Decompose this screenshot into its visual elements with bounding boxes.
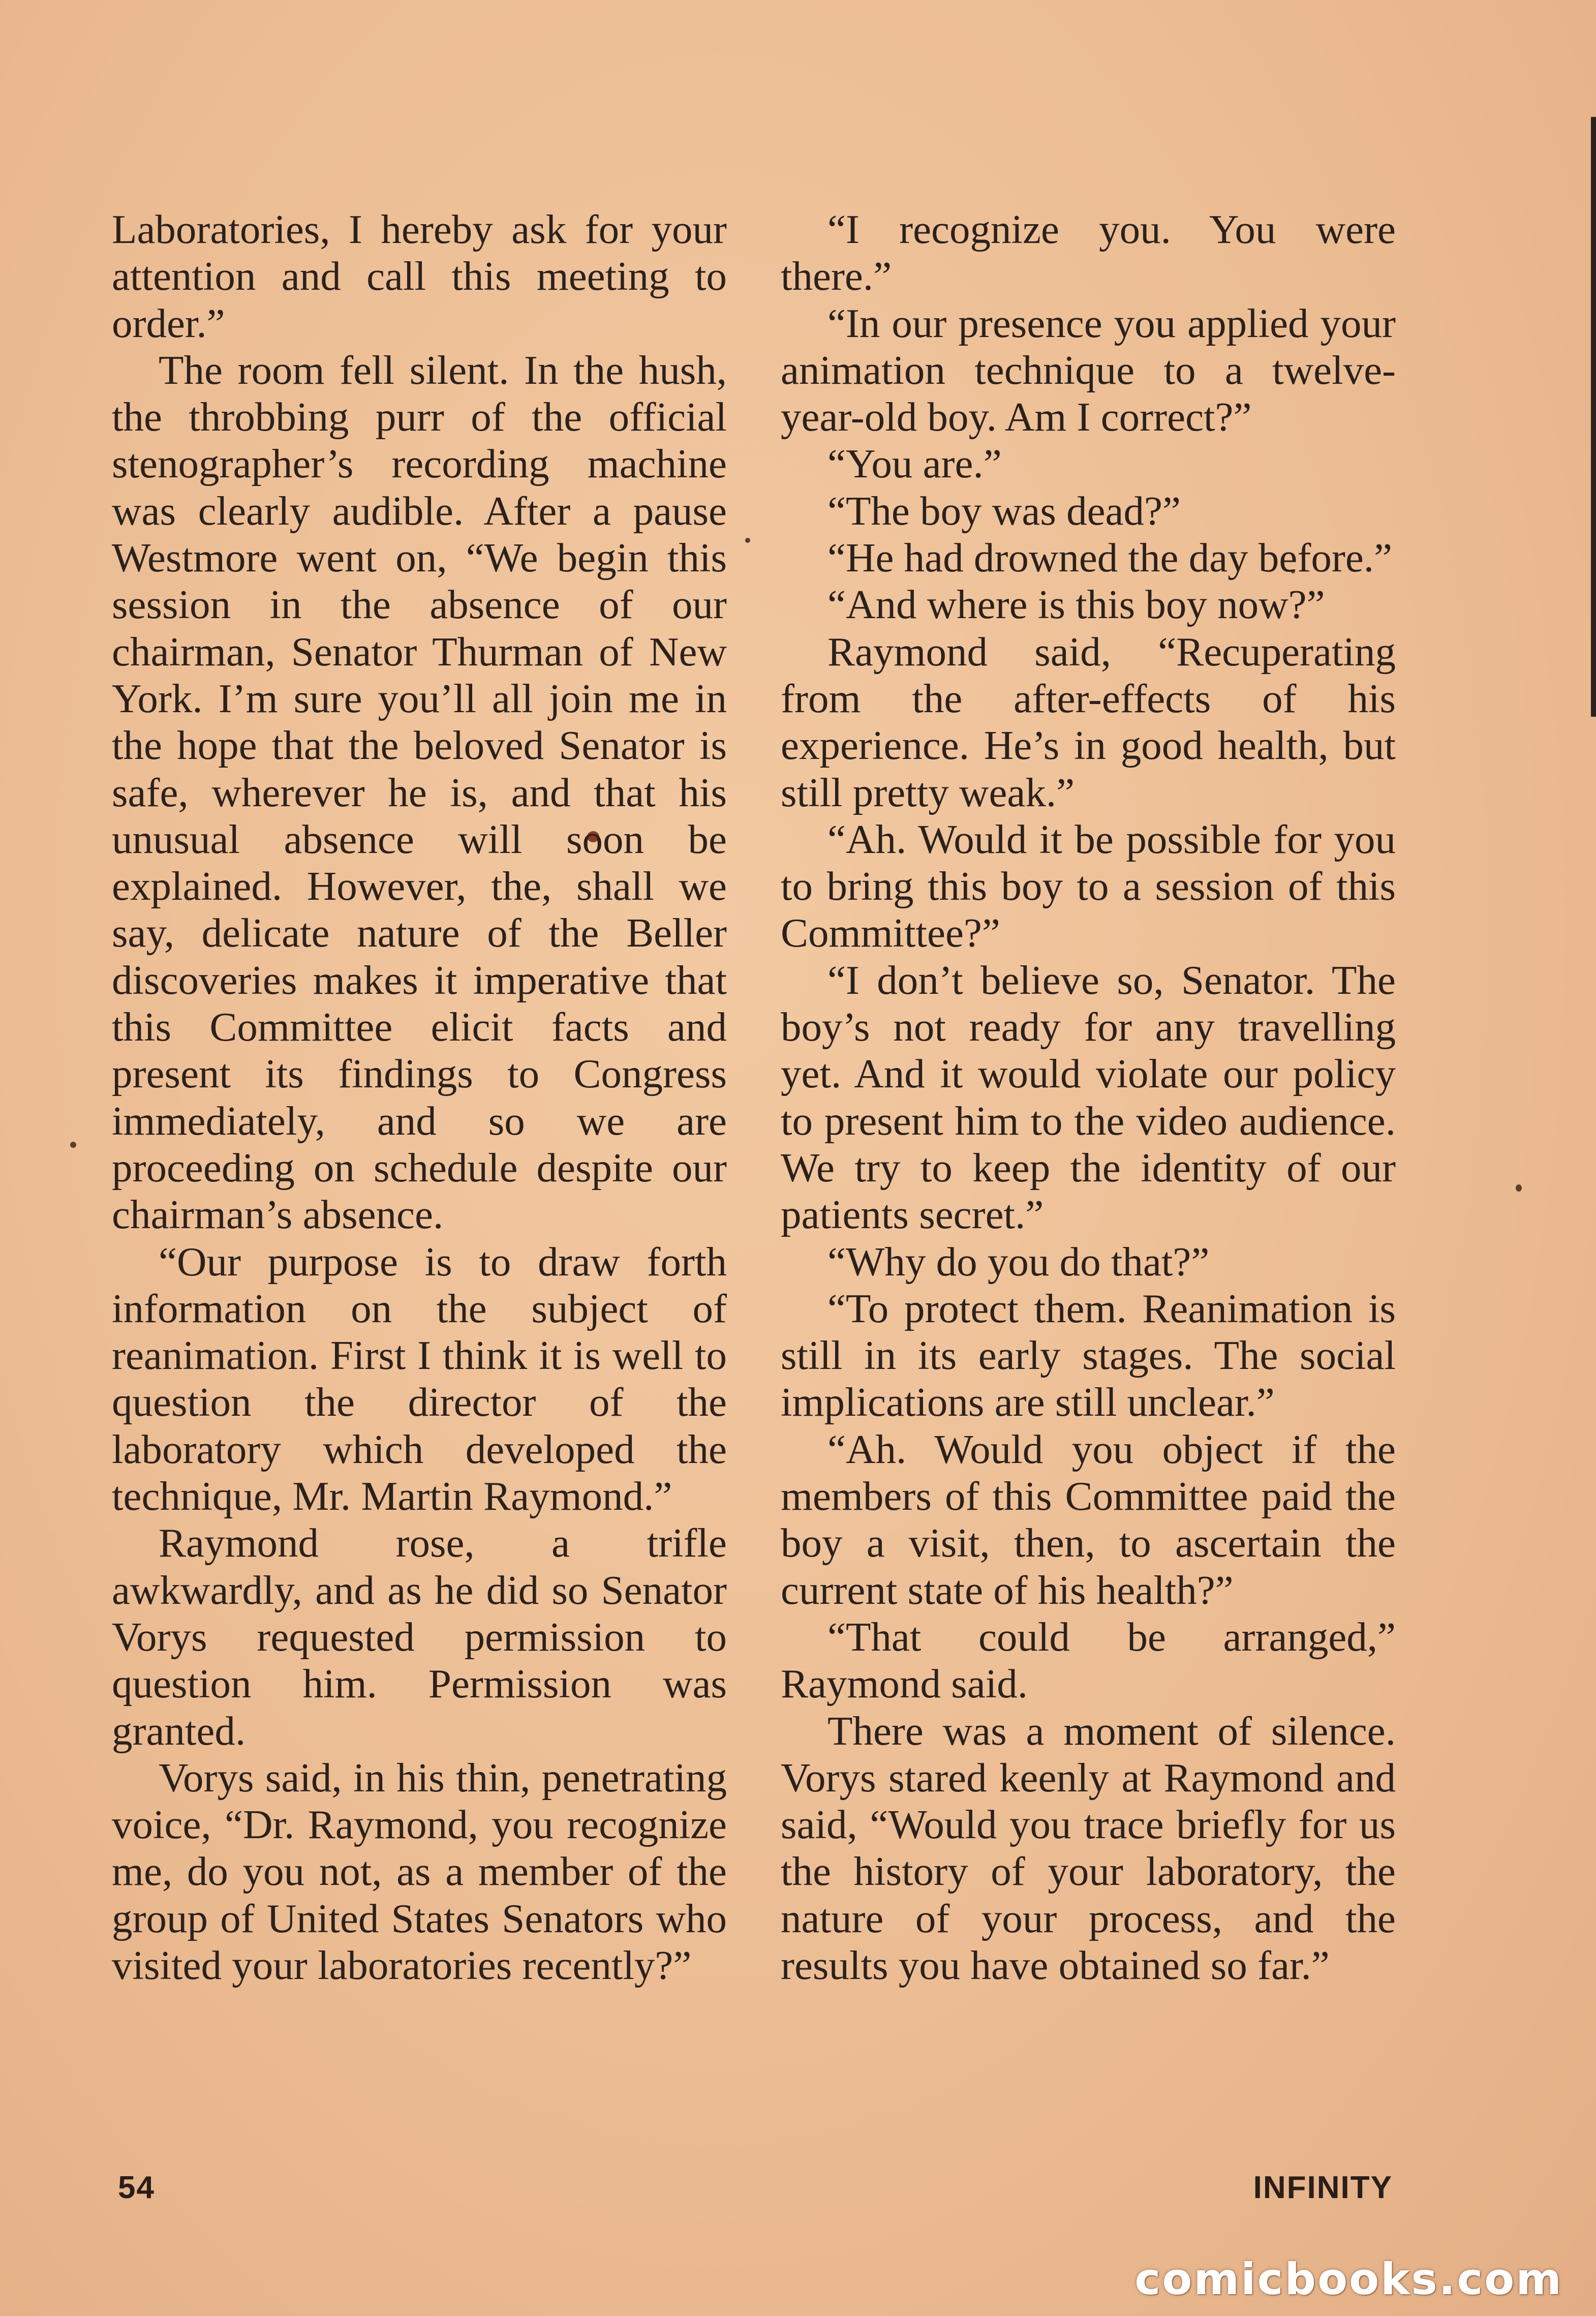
paragraph: “Ah. Would it be possible for you to bring this boy to a session of this Committee?” bbox=[781, 816, 1396, 956]
paragraph: “That could be arranged,” Raymond said. bbox=[781, 1613, 1396, 1707]
paragraph: “Our purpose is to draw forth information on the subject of reanimation. First I think it is well to question the director of the laboratory which developed the technique, Mr. Martin Raymond.” bbox=[112, 1238, 727, 1519]
paragraph: “You are.” bbox=[827, 441, 1002, 487]
paragraph: “The boy was dead?” bbox=[827, 487, 1181, 534]
paper-speck bbox=[70, 1142, 76, 1148]
paragraph: “And where is this boy now?” bbox=[827, 582, 1325, 628]
paragraph: “Why do you do that?” bbox=[827, 1238, 1210, 1285]
paragraph: “I don’t believe so, Senator. The boy’s not ready for any travelling yet. And it would violate our policy to present him to the video audience. We try to keep the identity of our patients secret.” bbox=[781, 957, 1396, 1238]
watermark: comicbooks.com bbox=[1134, 2254, 1563, 2305]
paragraph: “I recognize you. You were there.” bbox=[781, 206, 1396, 299]
paragraph: There was a moment of silence. Vorys stared keenly at Raymond and said, “Would you trace briefly for us the history of your laboratory, the nature of your process, and the results you have obtained so far.” bbox=[781, 1708, 1396, 1988]
paragraph: Laboratories, I hereby ask for your attention and call this meeting to order.” bbox=[112, 206, 727, 346]
running-title: INFINITY bbox=[1253, 2170, 1393, 2205]
paragraph: “Ah. Would you object if the members of this Committee paid the boy a visit, then, to ascertain the current state of his health?” bbox=[781, 1426, 1396, 1613]
page-number: 54 bbox=[118, 2170, 155, 2205]
paper-speck bbox=[1516, 1184, 1522, 1192]
left-column bbox=[112, 206, 727, 1989]
paper-speck bbox=[745, 538, 750, 543]
paragraph: “He had drowned the day before.” bbox=[827, 535, 1392, 581]
paragraph: The room fell silent. In the hush, the throbbing purr of the official stenographer’s recording machine was clearly audible. After a pause Westmore went on, “We begin this session in the absence of our chairman, Senator Thurman of New York. I’m sure you’ll all join me in the hope that the beloved Senator is safe, wherever he is, and that his unusual absence will soon be explained. However, the, shall we say, delicate nature of the Beller discoveries makes it imperative that this Committee elicit facts and present its findings to Congress immediately, and so we are proceeding on schedule despite our chairman’s absence. bbox=[112, 347, 727, 1238]
paragraph: “To protect them. Reanimation is still in its early stages. The social implications are still unclear.” bbox=[781, 1285, 1396, 1425]
paragraph: Vorys said, in his thin, penetrating voice, “Dr. Raymond, you recognize me, do you not, as a member of the group of United States Senators who visited your laboratories recently?” bbox=[112, 1754, 727, 1988]
page-spine bbox=[1591, 117, 1596, 717]
paragraph: Raymond said, “Recuperating from the after-effects of his experience. He’s in good health, but still pretty weak.” bbox=[781, 628, 1396, 815]
paragraph: Raymond rose, a trifle awkwardly, and as he did so Senator Vorys requested permission to question him. Permission was granted. bbox=[112, 1520, 727, 1754]
paragraph: “In our presence you applied your animation technique to a twelve-year-old boy. Am I correct?” bbox=[781, 300, 1396, 440]
right-column bbox=[781, 206, 1396, 1989]
